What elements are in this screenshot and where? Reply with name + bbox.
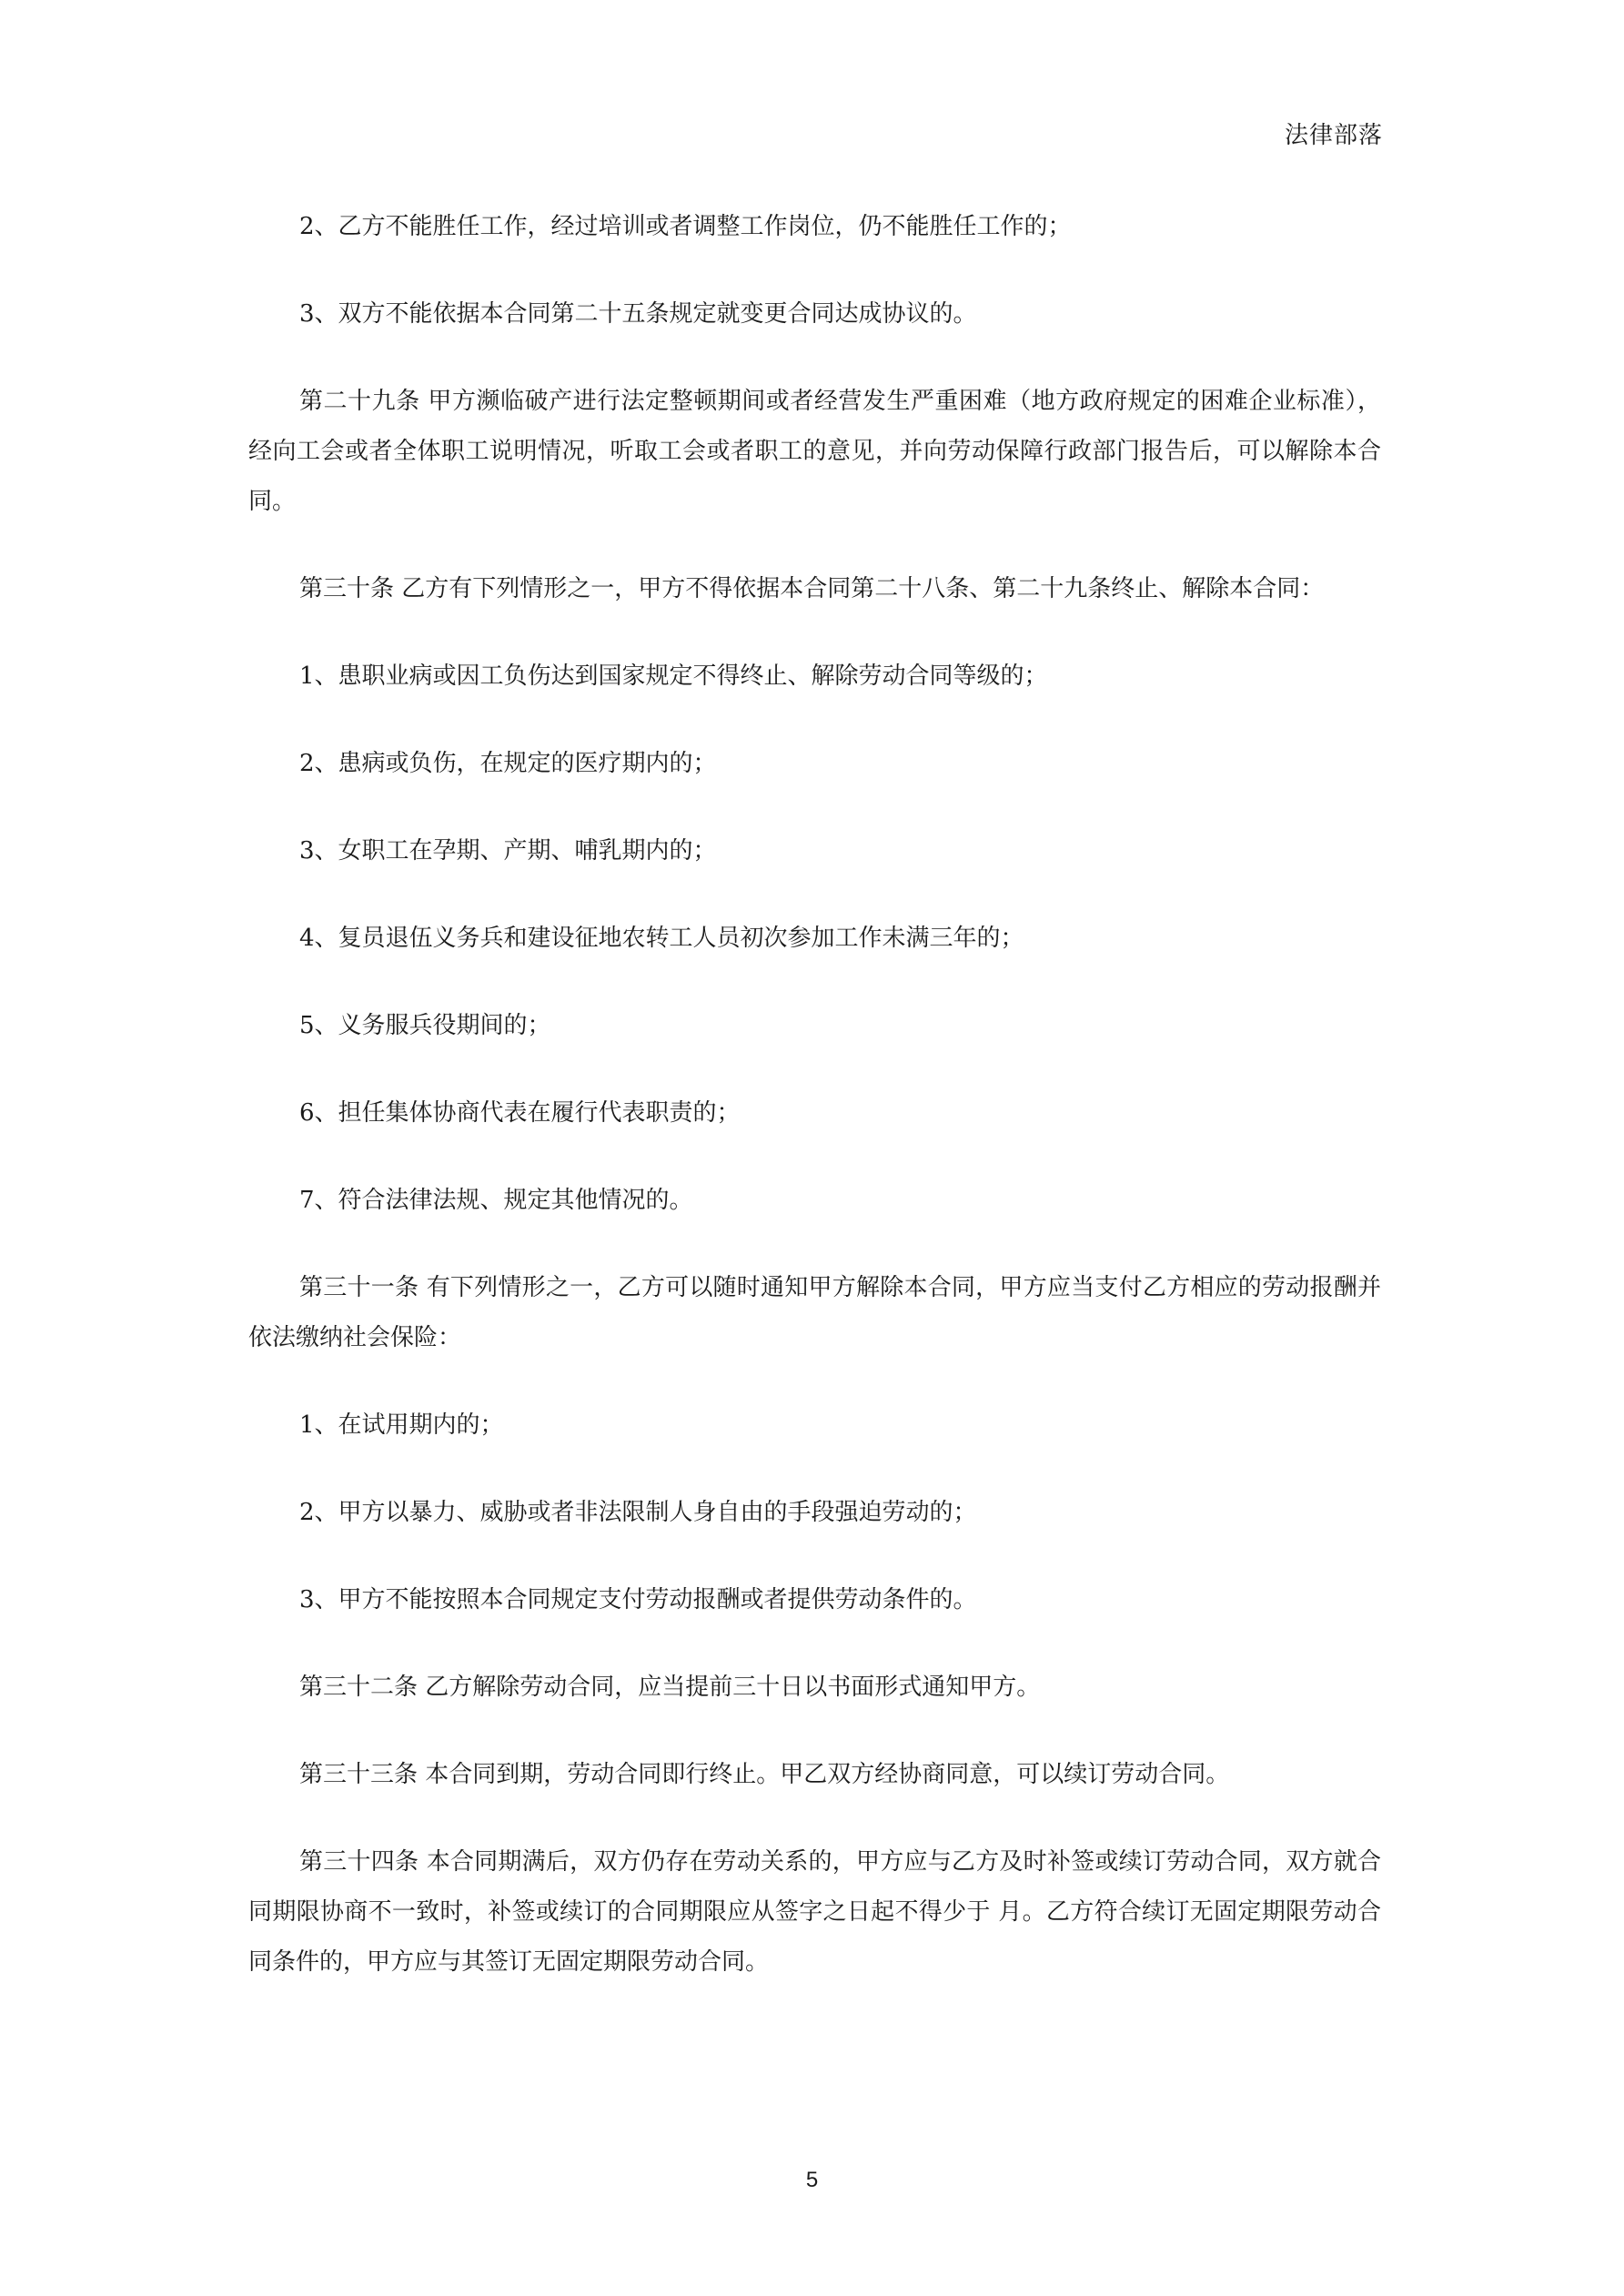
paragraph: 7、符合法律法规、规定其他情况的。	[299, 1187, 693, 1214]
paragraph: 第二十九条 甲方濒临破产进行法定整顿期间或者经营发生严重困难（地方政府规定的困难企业标准），经向工会或者全体职工说明情况，听取工会或者职工的意见，并向劳动保障行政部门报告后，可以解除本合同。	[248, 388, 1381, 515]
paragraph: 1、患职业病或因工负伤达到国家规定不得终止、解除劳动合同等级的；	[299, 663, 1048, 690]
document-body	[248, 202, 1381, 2025]
paragraph: 3、甲方不能按照本合同规定支付劳动报酬或者提供劳动条件的。	[299, 1586, 977, 1613]
paragraph: 2、乙方不能胜任工作，经过培训或者调整工作岗位，仍不能胜任工作的；	[299, 213, 1072, 240]
page-number: 5	[805, 2168, 819, 2192]
paragraph: 2、甲方以暴力、威胁或者非法限制人身自由的手段强迫劳动的；	[299, 1499, 977, 1526]
paragraph: 第三十二条 乙方解除劳动合同，应当提前三十日以书面形式通知甲方。	[299, 1674, 1041, 1701]
paragraph: 6、担任集体协商代表在履行代表职责的；	[299, 1099, 741, 1127]
paragraph: 第三十三条 本合同到期，劳动合同即行终止。甲乙双方经协商同意，可以续订劳动合同。	[299, 1761, 1230, 1788]
page-header: 法律部落	[1284, 122, 1383, 149]
paragraph: 3、女职工在孕期、产期、哺乳期内的；	[299, 837, 717, 865]
paragraph: 第三十一条 有下列情形之一，乙方可以随时通知甲方解除本合同，甲方应当支付乙方相应的劳动报酬并依法缴纳社会保险：	[248, 1274, 1381, 1351]
paragraph: 第三十四条 本合同期满后，双方仍存在劳动关系的，甲方应与乙方及时补签或续订劳动合同，双方就合同期限协商不一致时，补签或续订的合同期限应从签字之日起不得少于 月。乙方符合续订无固定期限劳动合同条件的，甲方应与其签订无固定期限劳动合同。	[248, 1848, 1381, 1976]
paragraph: 1、在试用期内的；	[299, 1411, 504, 1439]
paragraph: 第三十条 乙方有下列情形之一，甲方不得依据本合同第二十八条、第二十九条终止、解除本合同：	[299, 575, 1325, 602]
paragraph: 3、双方不能依据本合同第二十五条规定就变更合同达成协议的。	[299, 300, 977, 328]
paragraph: 4、复员退伍义务兵和建设征地农转工人员初次参加工作未满三年的；	[299, 925, 1024, 952]
paragraph: 2、患病或负伤，在规定的医疗期内的；	[299, 750, 717, 777]
paragraph: 5、义务服兵役期间的；	[299, 1012, 551, 1039]
